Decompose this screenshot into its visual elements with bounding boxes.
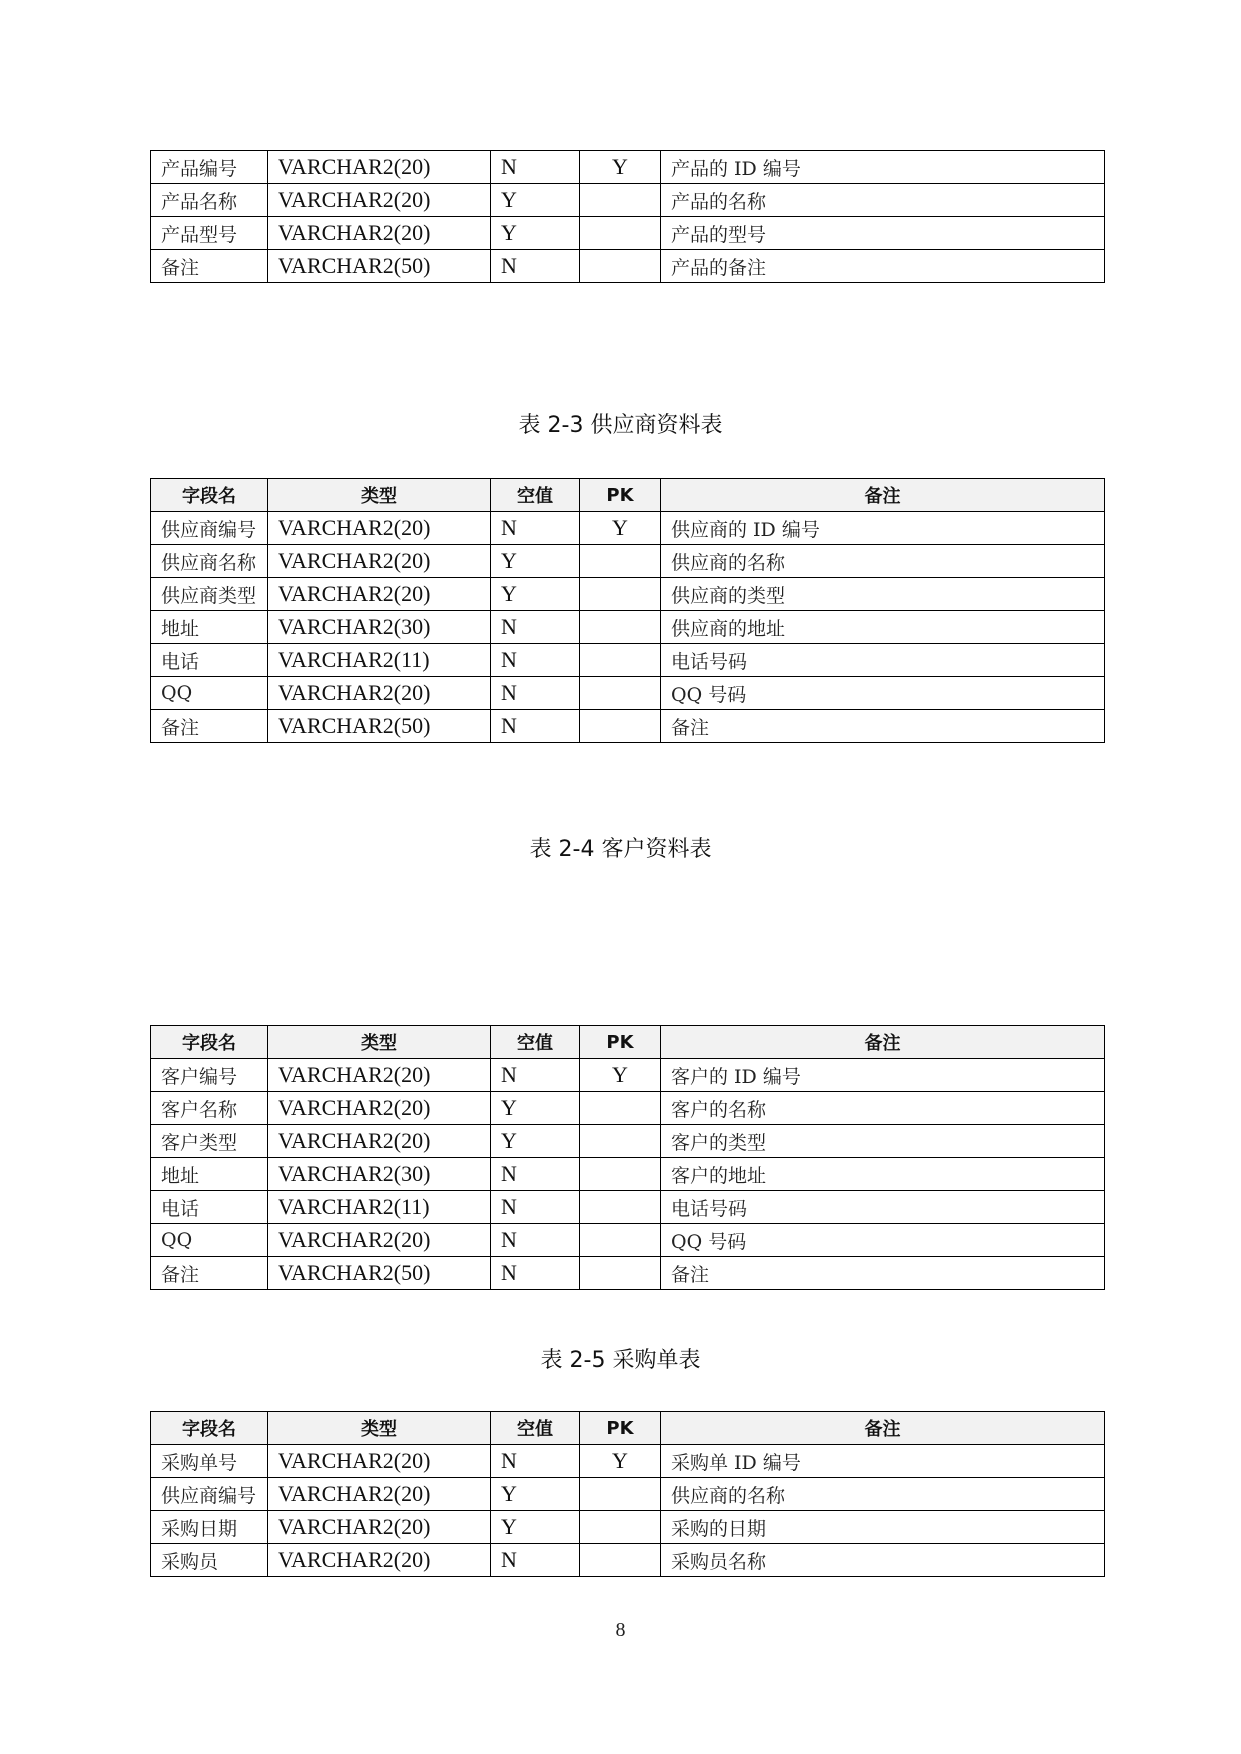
cell-note: 产品的备注 [661, 250, 1105, 283]
cell-field: QQ [151, 677, 268, 710]
cell-field: 供应商类型 [151, 578, 268, 611]
header-field: 字段名 [151, 479, 268, 512]
cell-null: N [491, 1191, 580, 1224]
cell-pk [580, 1544, 661, 1577]
header-field: 字段名 [151, 1026, 268, 1059]
cell-note: 备注 [661, 710, 1105, 743]
table-row [151, 611, 1105, 644]
cell-type: VARCHAR2(50) [268, 250, 491, 283]
cell-field: 电话 [151, 644, 268, 677]
cell-type: VARCHAR2(20) [268, 1092, 491, 1125]
header-row [151, 479, 1105, 512]
customer-table [150, 1025, 1105, 1290]
cell-null: Y [491, 578, 580, 611]
page-number: 8 [615, 1619, 626, 1641]
cell-field: 产品名称 [151, 184, 268, 217]
cell-field: 备注 [151, 1257, 268, 1290]
header-field: 字段名 [151, 1412, 268, 1445]
cell-pk [580, 1191, 661, 1224]
cell-note: 电话号码 [661, 644, 1105, 677]
cell-type: VARCHAR2(20) [268, 1059, 491, 1092]
cell-type: VARCHAR2(20) [268, 677, 491, 710]
cell-type: VARCHAR2(11) [268, 1191, 491, 1224]
table-caption-2-4: 表 2-4 客户资料表 [529, 837, 712, 862]
header-pk: PK [580, 1026, 661, 1059]
cell-null: Y [491, 1092, 580, 1125]
cell-pk [580, 1224, 661, 1257]
cell-note: 客户的类型 [661, 1125, 1105, 1158]
cell-null: N [491, 611, 580, 644]
cell-type: VARCHAR2(20) [268, 217, 491, 250]
header-pk: PK [580, 1412, 661, 1445]
cell-type: VARCHAR2(20) [268, 184, 491, 217]
table-row [151, 250, 1105, 283]
cell-null: N [491, 1257, 580, 1290]
cell-pk [580, 1158, 661, 1191]
cell-note: 供应商的地址 [661, 611, 1105, 644]
header-note: 备注 [661, 1026, 1105, 1059]
table-row [151, 1125, 1105, 1158]
cell-pk: Y [580, 1445, 661, 1478]
cell-type: VARCHAR2(11) [268, 644, 491, 677]
cell-null: Y [491, 217, 580, 250]
table-header [151, 1026, 1105, 1059]
table-row [151, 217, 1105, 250]
cell-note: 客户的地址 [661, 1158, 1105, 1191]
cell-null: Y [491, 1478, 580, 1511]
table-row [151, 578, 1105, 611]
cell-pk [580, 611, 661, 644]
header-note: 备注 [661, 479, 1105, 512]
table-row [151, 1092, 1105, 1125]
cell-type: VARCHAR2(50) [268, 1257, 491, 1290]
table-row [151, 1158, 1105, 1191]
table-body [151, 1059, 1105, 1290]
cell-pk [580, 184, 661, 217]
cell-null: N [491, 250, 580, 283]
cell-pk [580, 677, 661, 710]
cell-pk [580, 1511, 661, 1544]
cell-field: 供应商名称 [151, 545, 268, 578]
cell-null: Y [491, 184, 580, 217]
cell-note: 采购单 ID 编号 [661, 1445, 1105, 1478]
cell-pk [580, 250, 661, 283]
table-row [151, 1511, 1105, 1544]
cell-type: VARCHAR2(20) [268, 578, 491, 611]
cell-note: 备注 [661, 1257, 1105, 1290]
cell-null: N [491, 512, 580, 545]
cell-type: VARCHAR2(20) [268, 545, 491, 578]
cell-note: 产品的名称 [661, 184, 1105, 217]
cell-note: 产品的型号 [661, 217, 1105, 250]
table-row [151, 1445, 1105, 1478]
table-row [151, 1191, 1105, 1224]
cell-type: VARCHAR2(20) [268, 151, 491, 184]
cell-null: N [491, 710, 580, 743]
cell-note: 客户的 ID 编号 [661, 1059, 1105, 1092]
table-row [151, 151, 1105, 184]
cell-pk [580, 545, 661, 578]
cell-null: Y [491, 545, 580, 578]
cell-pk [580, 1257, 661, 1290]
cell-type: VARCHAR2(20) [268, 1511, 491, 1544]
cell-note: 供应商的名称 [661, 545, 1105, 578]
cell-field: 采购员 [151, 1544, 268, 1577]
table-row [151, 1059, 1105, 1092]
header-note: 备注 [661, 1412, 1105, 1445]
header-pk: PK [580, 479, 661, 512]
cell-field: 地址 [151, 611, 268, 644]
cell-null: N [491, 1544, 580, 1577]
table-header [151, 1412, 1105, 1445]
cell-null: N [491, 677, 580, 710]
header-null: 空值 [491, 479, 580, 512]
cell-pk [580, 710, 661, 743]
header-type: 类型 [268, 1026, 491, 1059]
cell-note: QQ 号码 [661, 1224, 1105, 1257]
cell-note: 客户的名称 [661, 1092, 1105, 1125]
table-row [151, 710, 1105, 743]
product-table-continued [150, 150, 1105, 283]
table-row [151, 1257, 1105, 1290]
header-type: 类型 [268, 1412, 491, 1445]
cell-type: VARCHAR2(30) [268, 611, 491, 644]
cell-null: N [491, 644, 580, 677]
header-row [151, 1026, 1105, 1059]
table-row [151, 677, 1105, 710]
table-row [151, 1544, 1105, 1577]
cell-type: VARCHAR2(20) [268, 512, 491, 545]
cell-field: 采购单号 [151, 1445, 268, 1478]
cell-pk [580, 644, 661, 677]
table-row [151, 545, 1105, 578]
cell-type: VARCHAR2(20) [268, 1544, 491, 1577]
cell-note: 采购员名称 [661, 1544, 1105, 1577]
cell-type: VARCHAR2(20) [268, 1478, 491, 1511]
cell-pk [580, 1125, 661, 1158]
cell-null: N [491, 1224, 580, 1257]
cell-field: 产品型号 [151, 217, 268, 250]
cell-type: VARCHAR2(20) [268, 1125, 491, 1158]
table-row [151, 184, 1105, 217]
cell-null: Y [491, 1511, 580, 1544]
table-body [151, 1445, 1105, 1577]
cell-note: QQ 号码 [661, 677, 1105, 710]
cell-note: 供应商的 ID 编号 [661, 512, 1105, 545]
cell-null: N [491, 151, 580, 184]
cell-type: VARCHAR2(20) [268, 1224, 491, 1257]
cell-null: N [491, 1445, 580, 1478]
cell-note: 供应商的类型 [661, 578, 1105, 611]
cell-field: 备注 [151, 250, 268, 283]
cell-pk: Y [580, 151, 661, 184]
cell-field: 供应商编号 [151, 1478, 268, 1511]
cell-field: QQ [151, 1224, 268, 1257]
cell-field: 电话 [151, 1191, 268, 1224]
table-row [151, 1478, 1105, 1511]
cell-pk: Y [580, 512, 661, 545]
cell-type: VARCHAR2(50) [268, 710, 491, 743]
header-null: 空值 [491, 1026, 580, 1059]
cell-note: 供应商的名称 [661, 1478, 1105, 1511]
cell-field: 客户类型 [151, 1125, 268, 1158]
header-null: 空值 [491, 1412, 580, 1445]
header-type: 类型 [268, 479, 491, 512]
cell-note: 采购的日期 [661, 1511, 1105, 1544]
purchase-table [150, 1411, 1105, 1577]
cell-pk [580, 1478, 661, 1511]
cell-field: 客户编号 [151, 1059, 268, 1092]
cell-type: VARCHAR2(30) [268, 1158, 491, 1191]
cell-pk [580, 217, 661, 250]
table-header [151, 479, 1105, 512]
table-caption-2-3: 表 2-3 供应商资料表 [518, 413, 723, 438]
table-body [151, 151, 1105, 283]
cell-field: 地址 [151, 1158, 268, 1191]
header-row [151, 1412, 1105, 1445]
table-body [151, 512, 1105, 743]
cell-null: N [491, 1059, 580, 1092]
cell-note: 产品的 ID 编号 [661, 151, 1105, 184]
table-row [151, 1224, 1105, 1257]
cell-field: 产品编号 [151, 151, 268, 184]
cell-type: VARCHAR2(20) [268, 1445, 491, 1478]
cell-pk [580, 1092, 661, 1125]
cell-null: N [491, 1158, 580, 1191]
cell-field: 备注 [151, 710, 268, 743]
table-row [151, 512, 1105, 545]
cell-null: Y [491, 1125, 580, 1158]
table-caption-2-5: 表 2-5 采购单表 [540, 1348, 701, 1373]
table-row [151, 644, 1105, 677]
cell-pk: Y [580, 1059, 661, 1092]
cell-field: 采购日期 [151, 1511, 268, 1544]
cell-field: 供应商编号 [151, 512, 268, 545]
supplier-table [150, 478, 1105, 743]
cell-field: 客户名称 [151, 1092, 268, 1125]
cell-note: 电话号码 [661, 1191, 1105, 1224]
cell-pk [580, 578, 661, 611]
